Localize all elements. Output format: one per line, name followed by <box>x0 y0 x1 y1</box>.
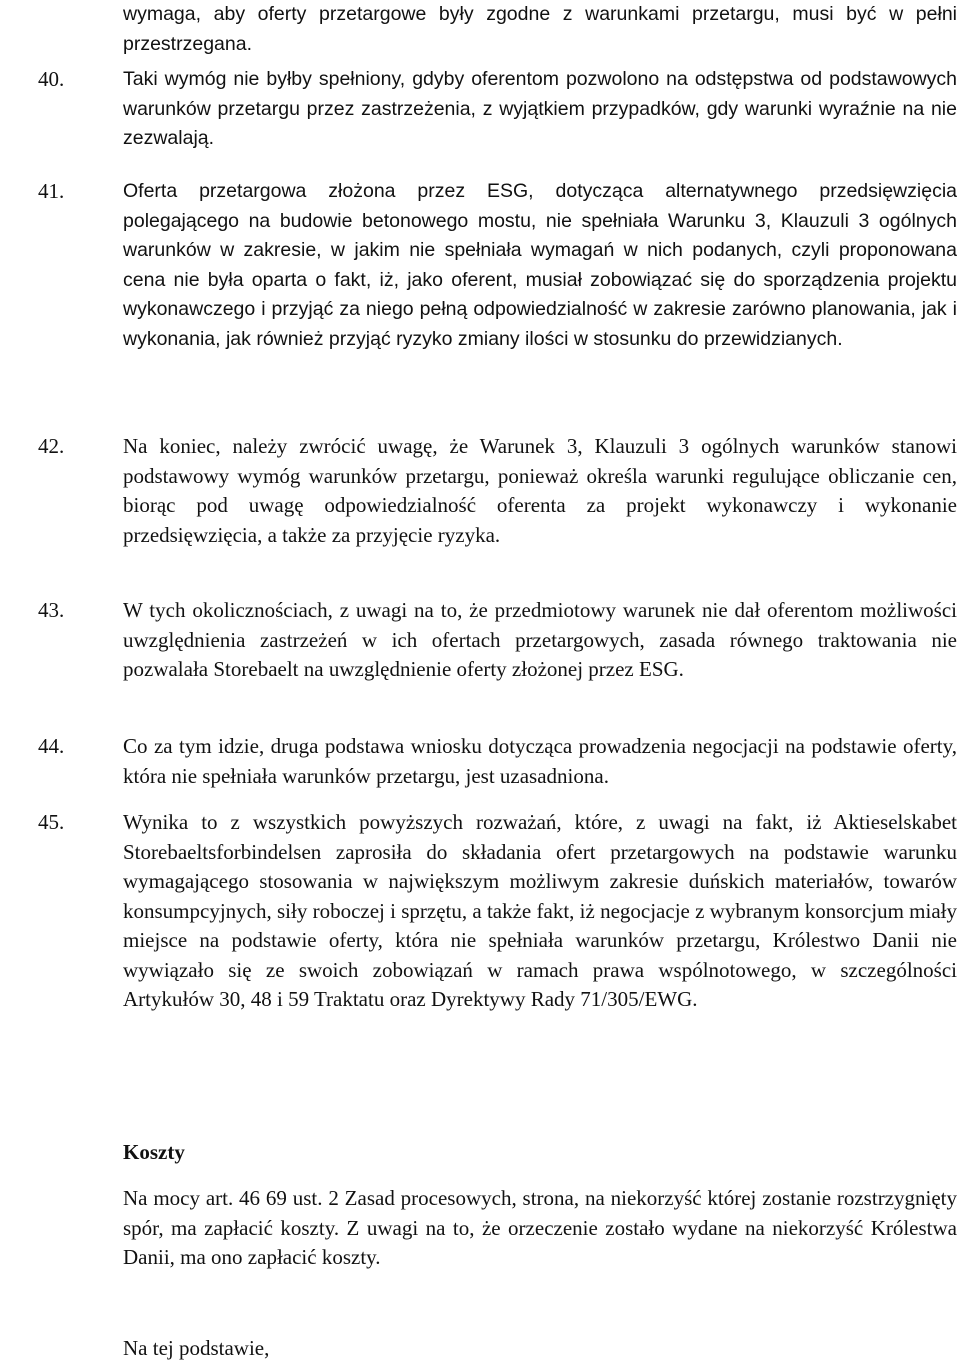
paragraph-text: Co za tym idzie, druga podstawa wniosku dotycząca prowadzenia negocjacji na podstawie oferty, która nie spełniała warunków przetargu, jest uzasadniona. <box>123 734 957 788</box>
paragraph-text: Oferta przetargowa złożona przez ESG, dotycząca alternatywnego przedsięwzięcia polegającego na budowie betonowego mostu, nie spełniała Warunku 3, Klauzuli 3 ogólnych warunków w zakresie, w jakim nie spełniała wymagań w nich podanych, czyli proponowana cena nie była oparta o fakt, iż, jako oferent, musiał zobowiązać się do sporządzenia projektu wykonawczego i przyjąć za niego pełną odpowiedzialność w zakresie zarówno planowania, jak i wykonania, jak również przyjąć ryzyko zmiany ilości w stosunku do przewidzianych. <box>123 180 957 350</box>
closing-text: Na tej podstawie, <box>123 1336 270 1360</box>
paragraph-text: W tych okolicznościach, z uwagi na to, że przedmiotowy warunek nie dał oferentom możliwości uwzględnienia zastrzeżeń w ich ofertach przetargowych, zasada równego traktowania nie pozwalała Storebaelt na uwzględnienie oferty złożonej przez ESG. <box>123 598 957 681</box>
paragraph-text: Na mocy art. 46 69 ust. 2 Zasad procesowych, strona, na niekorzyść której zostanie rozstrzygnięty spór, ma zapłacić koszty. Z uwagi na to, że orzeczenie zostało wydane na niekorzyść Królestwa Danii, ma ono zapłacić koszty. <box>123 1186 957 1269</box>
paragraph-number: 45. <box>38 810 65 834</box>
paragraph-number: 41. <box>38 179 65 203</box>
paragraph-text: wymaga, aby oferty przetargowe były zgodne z warunkami przetargu, musi być w pełni przestrzegana. <box>123 3 957 55</box>
paragraph-text: Na koniec, należy zwrócić uwagę, że Warunek 3, Klauzuli 3 ogólnych warunków stanowi podstawowy wymóg warunków przetargu, ponieważ określa warunki regulujące obliczanie cen, biorąc pod uwagę odpowiedzialność oferenta za projekt wykonawczy i wykonanie przedsięwzięcia, a także za przyjęcie ryzyka. <box>123 434 957 547</box>
section-heading-costs: Koszty <box>123 1140 185 1164</box>
paragraph-number: 42. <box>38 434 65 458</box>
paragraph-number: 40. <box>38 67 65 91</box>
paragraph-text: Taki wymóg nie byłby spełniony, gdyby oferentom pozwolono na odstępstwa od podstawowych warunków przetargu przez zastrzeżenia, z wyjątkiem przypadków, gdy warunki wyraźnie na nie zezwalają. <box>123 68 957 149</box>
paragraph-text: Wynika to z wszystkich powyższych rozważań, które, z uwagi na fakt, iż Aktieselskabet Storebaeltsforbindelsen zaprosiła do składania ofert przetargowych na podstawie warunku wymagającego stosowania w największym możliwym zakresie duńskich materiałów, towarów konsumpcyjnych, siły roboczej i sprzętu, a także fakt, iż negocjacje z wybranym konsorcjum miały miejsce na podstawie oferty, która nie spełniała warunków przetargu, Królestwo Danii nie wywiązało się ze swoich zobowiązań w ramach prawa wspólnotowego, w szczególności Artykułów 30, 48 i 59 Traktatu oraz Dyrektywy Rady 71/305/EWG. <box>123 810 957 1011</box>
paragraph-number: 43. <box>38 598 65 622</box>
paragraph-number: 44. <box>38 734 65 758</box>
